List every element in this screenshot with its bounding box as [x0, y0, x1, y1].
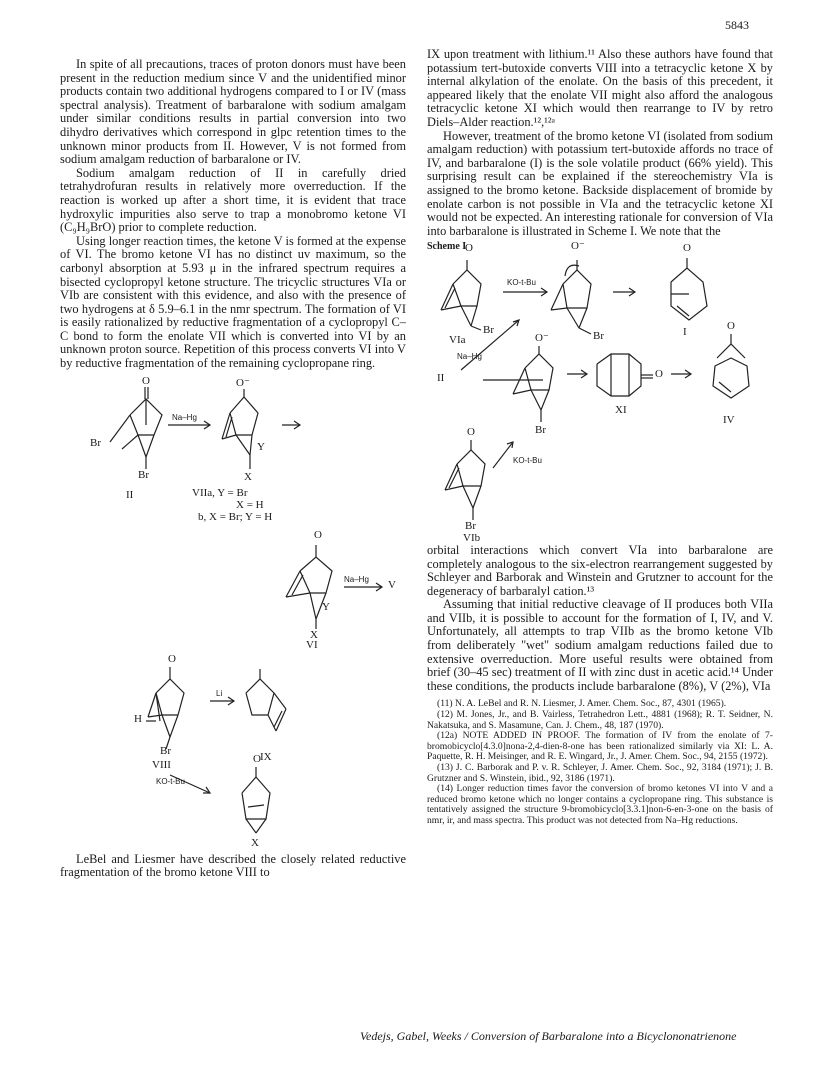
vi-x: X: [310, 628, 318, 641]
compound-vi-label: VI: [306, 638, 318, 651]
viii-carbonyl-o: O: [168, 652, 176, 665]
scheme-i-o: O: [683, 241, 691, 254]
viia-definition-1: VIIa, Y = Br: [192, 486, 248, 499]
left-paragraph-1: In spite of all precautions, traces of proton donors must have been present in the reduction medium since V and the unidentified minor products contain two additional hydrogens compared to I or IV (mass spectral analysis). Treatment of barbaralone with sodium amalgam under similar conditions results in partial conversion into two dihydro derivatives which correspond in glpc retention times to the unknown minor products from II. However, V is not formed from sodium amalgam reduction of barbaralone or IV.: [60, 57, 406, 167]
page-footer: Vedejs, Gabel, Weeks / Conversion of Barbaralone into a Bicyclononatrienone: [360, 1029, 737, 1043]
scheme-xi-label: XI: [615, 403, 627, 416]
compound-ii-label: II: [126, 488, 134, 501]
scheme-xi-o: O: [655, 367, 663, 380]
scheme-ii-label: II: [437, 371, 445, 384]
vi-carbonyl-o: O: [314, 528, 322, 541]
viia-definition-2: X = H: [236, 498, 264, 511]
ii-carbonyl-o: O: [142, 374, 150, 387]
reference-12: (12) M. Jones, Jr., and B. Vairless, Tetrahedron Lett., 4881 (1968); R. T. Seidner, N. Nakatsuka, and S. Masamune, Can. J. Chem., 48, 187 (1970).: [427, 709, 773, 731]
scheme-via-br: Br: [483, 323, 494, 336]
figure-vi-to-v: [60, 528, 406, 651]
compound-viii-label: VIII: [152, 758, 171, 771]
viii-br: Br: [160, 744, 171, 757]
scheme-reagent-kotbu-2: KO-t-Bu: [513, 455, 542, 465]
left-paragraph-4: LeBel and Liesmer have described the closely related reductive fragmentation of the bromo ketone VIII to: [60, 851, 406, 880]
scheme-enolate2-ominus: O⁻: [535, 331, 549, 344]
viib-definition: b, X = Br; Y = H: [198, 510, 273, 523]
structure-vi-to-v: [60, 535, 406, 647]
right-paragraph-1: IX upon treatment with lithium.¹¹ Also these authors have found that potassium tert-butoxide converts VIII into a tetracyclic ketone X by internal alkylation of the enolate. On the basis of this precedent, it appeared likely that the enolate VII might also afford the analogous tetracyclic ketone XI which would then rearrange to IV by retro Diels–Alder reaction.¹²,¹²ᵃ: [427, 47, 773, 129]
scheme-iv-label: IV: [723, 413, 735, 426]
vii-ominus: O⁻: [236, 376, 250, 389]
scheme-via-o: O: [465, 241, 473, 254]
scheme-label: Scheme I: [427, 241, 467, 253]
right-paragraph-2: However, treatment of the bromo ketone VI (isolated from sodium amalgam reduction) with potassium tert-butoxide affords no trace of IV, and barbaralone (I) is the sole volatile product (66% yield). This surprising result can be explained if the stereochemistry VIa is assigned to the bromo ketone. Backside displacement of bromide by enolate carbon is not possible in VIa and the tetracyclic ketone XI would not be expected. An interesting rationale for conversion of VIa into barbaralone is illustrated in Scheme I. We note that the: [427, 128, 773, 238]
vi-y: Y: [322, 600, 330, 613]
figure-ii-to-vii: [60, 374, 406, 535]
vii-x: X: [244, 470, 252, 483]
page-number: 5843: [725, 18, 749, 32]
reagent-nahg-1: Na–Hg: [172, 412, 197, 422]
scheme-enolate2-br: Br: [535, 423, 546, 436]
right-paragraph-3: orbital interactions which convert VIa into barbaralone are completely analogous to the six-electron rearrangement suggested by Schleyer and Barborak and Winstein and Grutzner to account for the degeneracy of barbaralyl cation.¹³: [427, 542, 773, 598]
structure-viii-ix-x: [60, 657, 406, 853]
references: [427, 699, 773, 826]
ii-br-bottom: Br: [138, 468, 149, 481]
scheme-enolate-ominus: O⁻: [571, 239, 585, 252]
reference-12a: (12a) NOTE ADDED IN PROOF. The formation of IV from the enolate of 7-bromobicyclo[4.3.0]nona-2,4-dien-8-one has been rationalized similarly via XI: L. A. Paquette, R. H. Meisinger, and R. E. Wingard, Jr., J. Amer. Chem. Soc., 94, 2155 (1972).: [427, 730, 773, 763]
left-column: [60, 58, 406, 880]
left-paragraph-3: Using longer reaction times, the ketone V is formed at the expense of VI. The bromo ketone VI has no distinct uv maximum, so the carbonyl absorption at 5.93 μ in the infrared spectrum requires a bisected cyclopropyl ketone structure. The tricyclic structures VIa or VIb are consistent with this evidence, and also with the presence of two hydrogens at δ 5.9–6.1 in the nmr spectrum. The formation of VI is easily rationalized by reductive fragmentation of a cyclopropyl C–C bond to form the enolate VII which is converted into VI by an unknown proton source. Repetition of this process converts VI into V by reductive fragmentation of the remaining cyclopropane ring.: [60, 233, 406, 371]
reference-13: (13) J. C. Barborak and P. v. R. Schleyer, J. Amer. Chem. Soc., 92, 3184 (1971); J. B. Grutzner and S. Winstein, ibid., 92, 3186 (1971).: [427, 762, 773, 784]
scheme-reagent-kotbu: KO-t-Bu: [507, 277, 536, 287]
right-column: [427, 48, 773, 827]
scheme-vib-br: Br: [465, 519, 476, 532]
scheme-reagent-nahg: Na–Hg: [457, 351, 482, 361]
reagent-kotbu-left: KO-t-Bu: [156, 776, 185, 786]
right-paragraph-4: Assuming that initial reductive cleavage of II produces both VIIa and VIIb, it is possible to account for the formation of I, IV, and V. Unfortunately, all attempts to trap VIIb as the bromo ketone VIb from deliberately "wet" sodium amalgam reductions failed due to extensive overreduction. More useful results were obtained from brief (30–45 sec) treatment of II with zinc dust in acetic acid.¹⁴ Under these conditions, the products include barbaralone (8%), V (2%), VIa: [427, 597, 773, 693]
vii-y: Y: [257, 440, 265, 453]
reagent-li: Li: [216, 688, 223, 698]
scheme-i-label: I: [683, 325, 687, 338]
ii-br-left: Br: [90, 436, 101, 449]
scheme-vib-label: VIb: [463, 531, 481, 544]
scheme-enolate-br: Br: [593, 329, 604, 342]
figure-viii-to-ix-x: [60, 652, 406, 853]
left-paragraph-2: Sodium amalgam reduction of II in carefully dried tetrahydrofuran results in relatively more overreduction. If the reaction is worked up after a short time, it is evident that trace hydroxylic impurities also serve to trap a monobromo ketone VI (C₉H₉BrO) prior to complete reduction.: [60, 165, 406, 235]
product-v-label: V: [388, 578, 396, 591]
scheme-vib-o: O: [467, 425, 475, 438]
reference-11: (11) N. A. LeBel and R. N. Liesmer, J. Amer. Chem. Soc., 87, 4301 (1965).: [437, 698, 727, 710]
x-carbonyl-o: O: [253, 752, 261, 765]
reference-14: (14) Longer reduction times favor the conversion of bromo ketones VI into V and a reduced bromo ketone which no longer contains a cyclopropane ring. This substance is tentatively assigned the structure 9-bromobicyclo[3.3.1]non-6-en-3-one on the basis of nmr, ir, and mass spectra. This product was not detected from Na–Hg reductions.: [427, 783, 773, 826]
compound-x-label: X: [251, 836, 259, 849]
scheme-iv-o: O: [727, 319, 735, 332]
scheme-via-label: VIa: [449, 333, 466, 346]
compound-ix-label: IX: [260, 750, 272, 763]
scheme-i-structures: [427, 254, 773, 538]
reagent-nahg-2: Na–Hg: [344, 574, 369, 584]
viii-h: H: [134, 712, 142, 725]
